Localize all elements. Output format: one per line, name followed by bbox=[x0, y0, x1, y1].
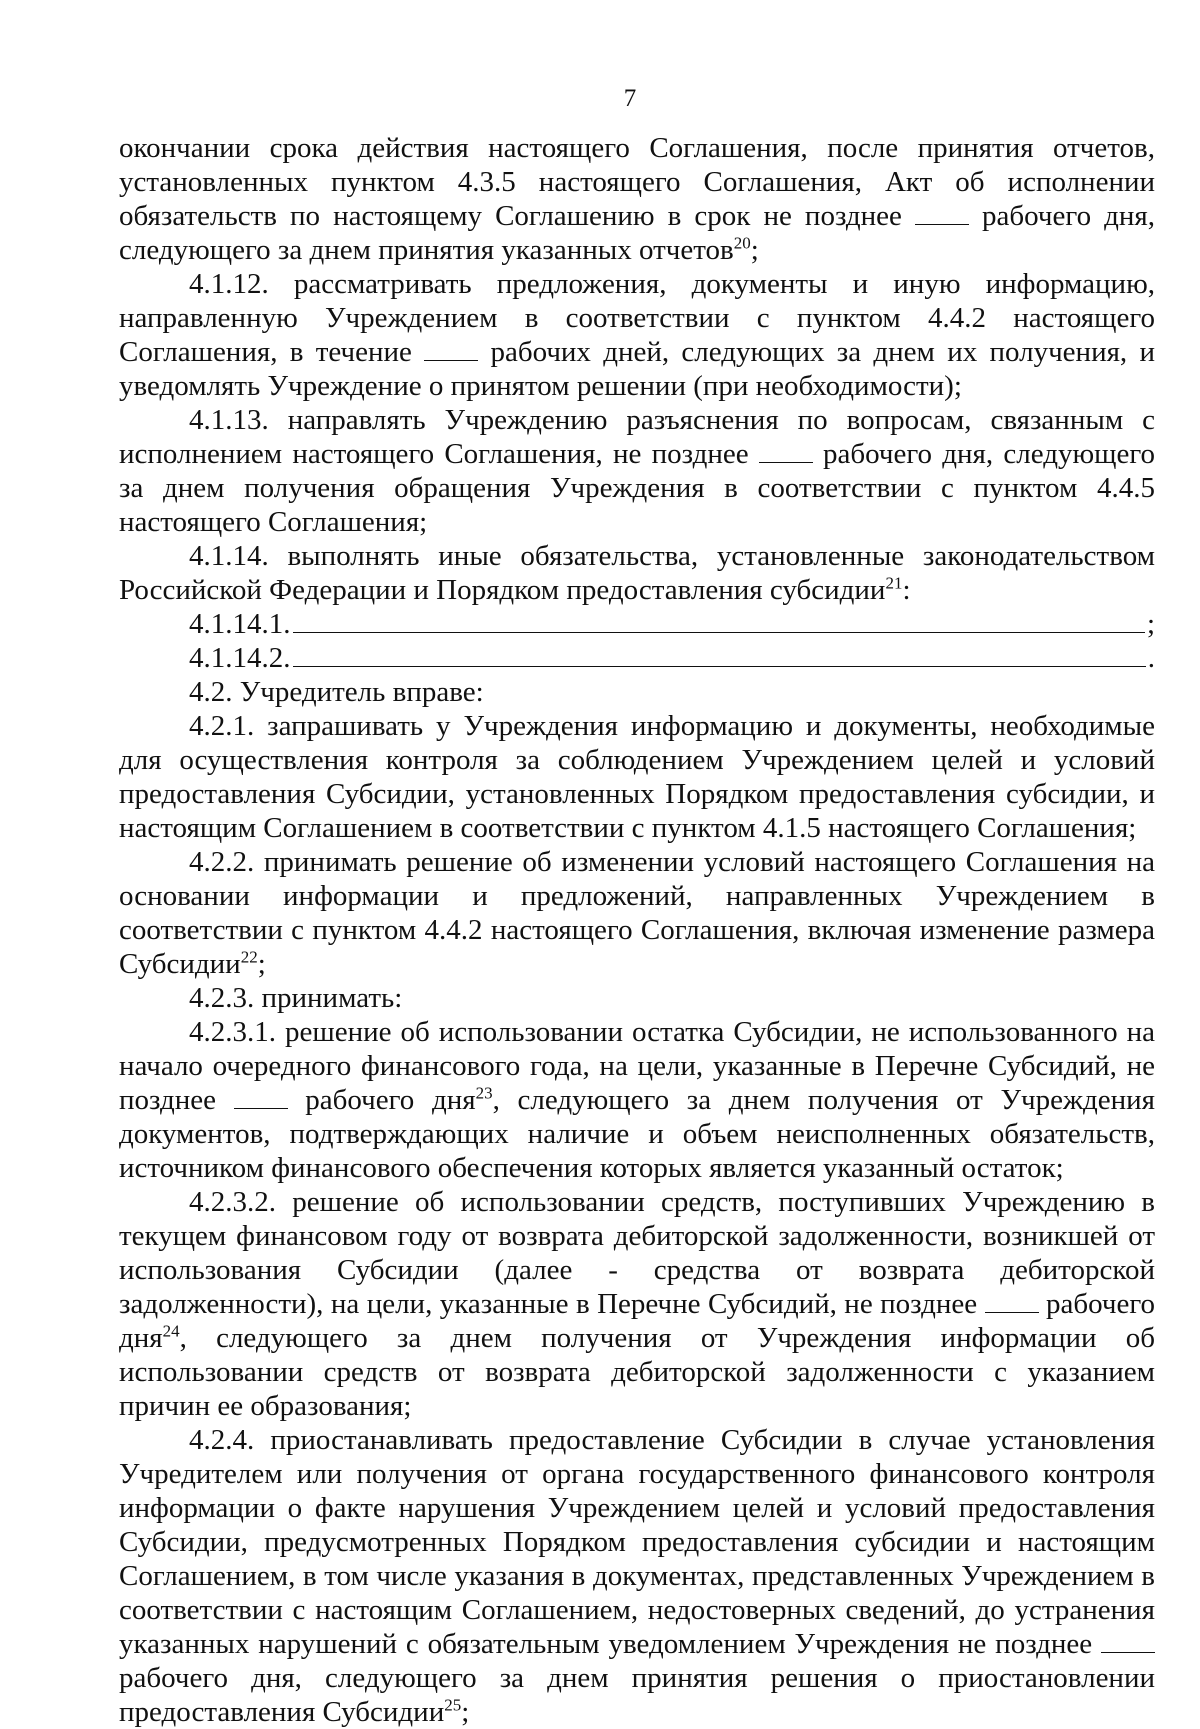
paragraph-text: ; bbox=[750, 234, 759, 266]
paragraph bbox=[119, 845, 1155, 981]
blank-field bbox=[985, 1292, 1039, 1313]
paragraph-text: 4.2. Учредитель вправе: bbox=[189, 676, 484, 708]
paragraph-text: 4.1.14. выполнять иные обязательства, установленные законодательством Российской Федерации и Порядком предоставления субсидии bbox=[119, 540, 1155, 606]
paragraph-text: : bbox=[902, 574, 911, 606]
paragraph-text: ; bbox=[461, 1696, 470, 1728]
blank-field bbox=[915, 204, 969, 225]
paragraph-text: рабочего дня bbox=[287, 1084, 476, 1116]
paragraph-text: 4.1.12. рассматривать предложения, документы и иную информацию, направленную Учреждением в соответствии с пунктом 4.4.2 настоящего Соглашения, в течение bbox=[119, 268, 1155, 368]
footnote-ref: 21 bbox=[885, 573, 903, 593]
paragraph-text: 4.1.13. направлять Учреждению разъяснения по вопросам, связанным с исполнением настоящего Соглашения, не позднее bbox=[119, 404, 1155, 470]
paragraph-text: 4.2.1. запрашивать у Учреждения информацию и документы, необходимые для осуществления контроля за соблюдением Учреждением целей и условий предоставления Субсидии, установленных Порядком предоставления субсидии, и настоящим Соглашением в соответствии с пунктом 4.1.5 настоящего Соглашения; bbox=[119, 710, 1155, 844]
paragraph-text: рабочего дня, следующего за днем принятия решения о приостановлении предоставления Субсидии bbox=[119, 1662, 1155, 1728]
paragraph-text: , следующего за днем получения от Учреждения информации об использовании средств от возврата дебиторской задолженности с указанием причин ее образования; bbox=[119, 1322, 1155, 1422]
paragraph bbox=[119, 539, 1155, 607]
paragraph-text: 4.2.2. принимать решение об изменении условий настоящего Соглашения на основании информации и предложений, направленных Учреждением в соответствии с пунктом 4.4.2 настоящего Соглашения, включая изменение размера Субсидии bbox=[119, 846, 1155, 980]
footnote-ref: 24 bbox=[162, 1321, 180, 1341]
paragraph bbox=[119, 1423, 1155, 1729]
paragraph-text: окончании срока действия настоящего Соглашения, после принятия отчетов, установленных пунктом 4.3.5 настоящего Соглашения, Акт об исполнении обязательств по настоящему Соглашению в срок не позднее bbox=[119, 132, 1155, 232]
paragraph-text: рабочего дня, следующего за днем получения обращения Учреждения в соответствии с пунктом 4.4.5 настоящего Соглашения; bbox=[119, 438, 1155, 538]
paragraph-text: 4.2.3. принимать: bbox=[189, 982, 403, 1014]
paragraph bbox=[119, 675, 1155, 709]
page-number: 7 bbox=[623, 85, 637, 112]
paragraph-text: рабочего дня bbox=[119, 1288, 1155, 1354]
paragraph-text: ; bbox=[257, 948, 266, 980]
clause-number: 4.1.14.1. bbox=[189, 608, 291, 640]
blank-field bbox=[234, 1088, 288, 1109]
fill-in-line bbox=[119, 641, 1155, 675]
paragraph bbox=[119, 403, 1155, 539]
blank-field bbox=[1101, 1632, 1155, 1653]
paragraph bbox=[119, 267, 1155, 403]
footnote-ref: 20 bbox=[733, 233, 751, 253]
paragraph-text: 4.2.3.1. решение об использовании остатка Субсидии, не использованного на начало очередного финансового года, на цели, указанные в Перечне Субсидий, не позднее bbox=[119, 1016, 1155, 1116]
paragraph-text: 4.2.3.2. решение об использовании средств, поступивших Учреждению в текущем финансовом году от возврата дебиторской задолженности, возникшей от использования Субсидии (далее - средства от возврата дебиторской задолженности), на цели, указанные в Перечне Субсидий, не позднее bbox=[119, 1186, 1155, 1320]
paragraph bbox=[119, 1185, 1155, 1423]
footnote-ref: 22 bbox=[240, 947, 258, 967]
paragraph bbox=[119, 709, 1155, 845]
paragraph bbox=[119, 981, 1155, 1015]
paragraph bbox=[119, 131, 1155, 267]
footnote-ref: 25 bbox=[444, 1695, 462, 1715]
footnote-ref: 23 bbox=[475, 1083, 493, 1103]
line-end-punctuation: . bbox=[1147, 642, 1155, 674]
blank-field bbox=[759, 442, 813, 463]
clause-number: 4.1.14.2. bbox=[189, 642, 291, 674]
fill-in-line bbox=[119, 607, 1155, 641]
document-body bbox=[119, 131, 1155, 1729]
blank-line bbox=[293, 642, 1146, 667]
paragraph-text: рабочего дня, следующего за днем принятия указанных отчетов bbox=[119, 200, 1156, 266]
blank-field bbox=[424, 340, 478, 361]
paragraph-text: 4.2.4. приостанавливать предоставление Субсидии в случае установления Учредителем или получения от органа государственного финансового контроля информации о факте нарушения Учреждением целей и условий предоставления Субсидии, предусмотренных Порядком предоставления субсидии и настоящим Соглашением, в том числе указания в документах, представленных Учреждением в соответствии с настоящим Соглашением, недостоверных сведений, до устранения указанных нарушений с обязательным уведомлением Учреждения не позднее bbox=[119, 1424, 1155, 1660]
paragraph-text: , следующего за днем получения от Учреждения документов, подтверждающих наличие и объем неисполненных обязательств, источником финансового обеспечения которых является указанный остаток; bbox=[119, 1084, 1156, 1184]
paragraph-text: рабочих дней, следующих за днем их получения, и уведомлять Учреждение о принятом решении (при необходимости); bbox=[119, 336, 1155, 402]
paragraph bbox=[119, 1015, 1155, 1185]
line-end-punctuation: ; bbox=[1146, 608, 1155, 640]
blank-line bbox=[293, 608, 1145, 633]
